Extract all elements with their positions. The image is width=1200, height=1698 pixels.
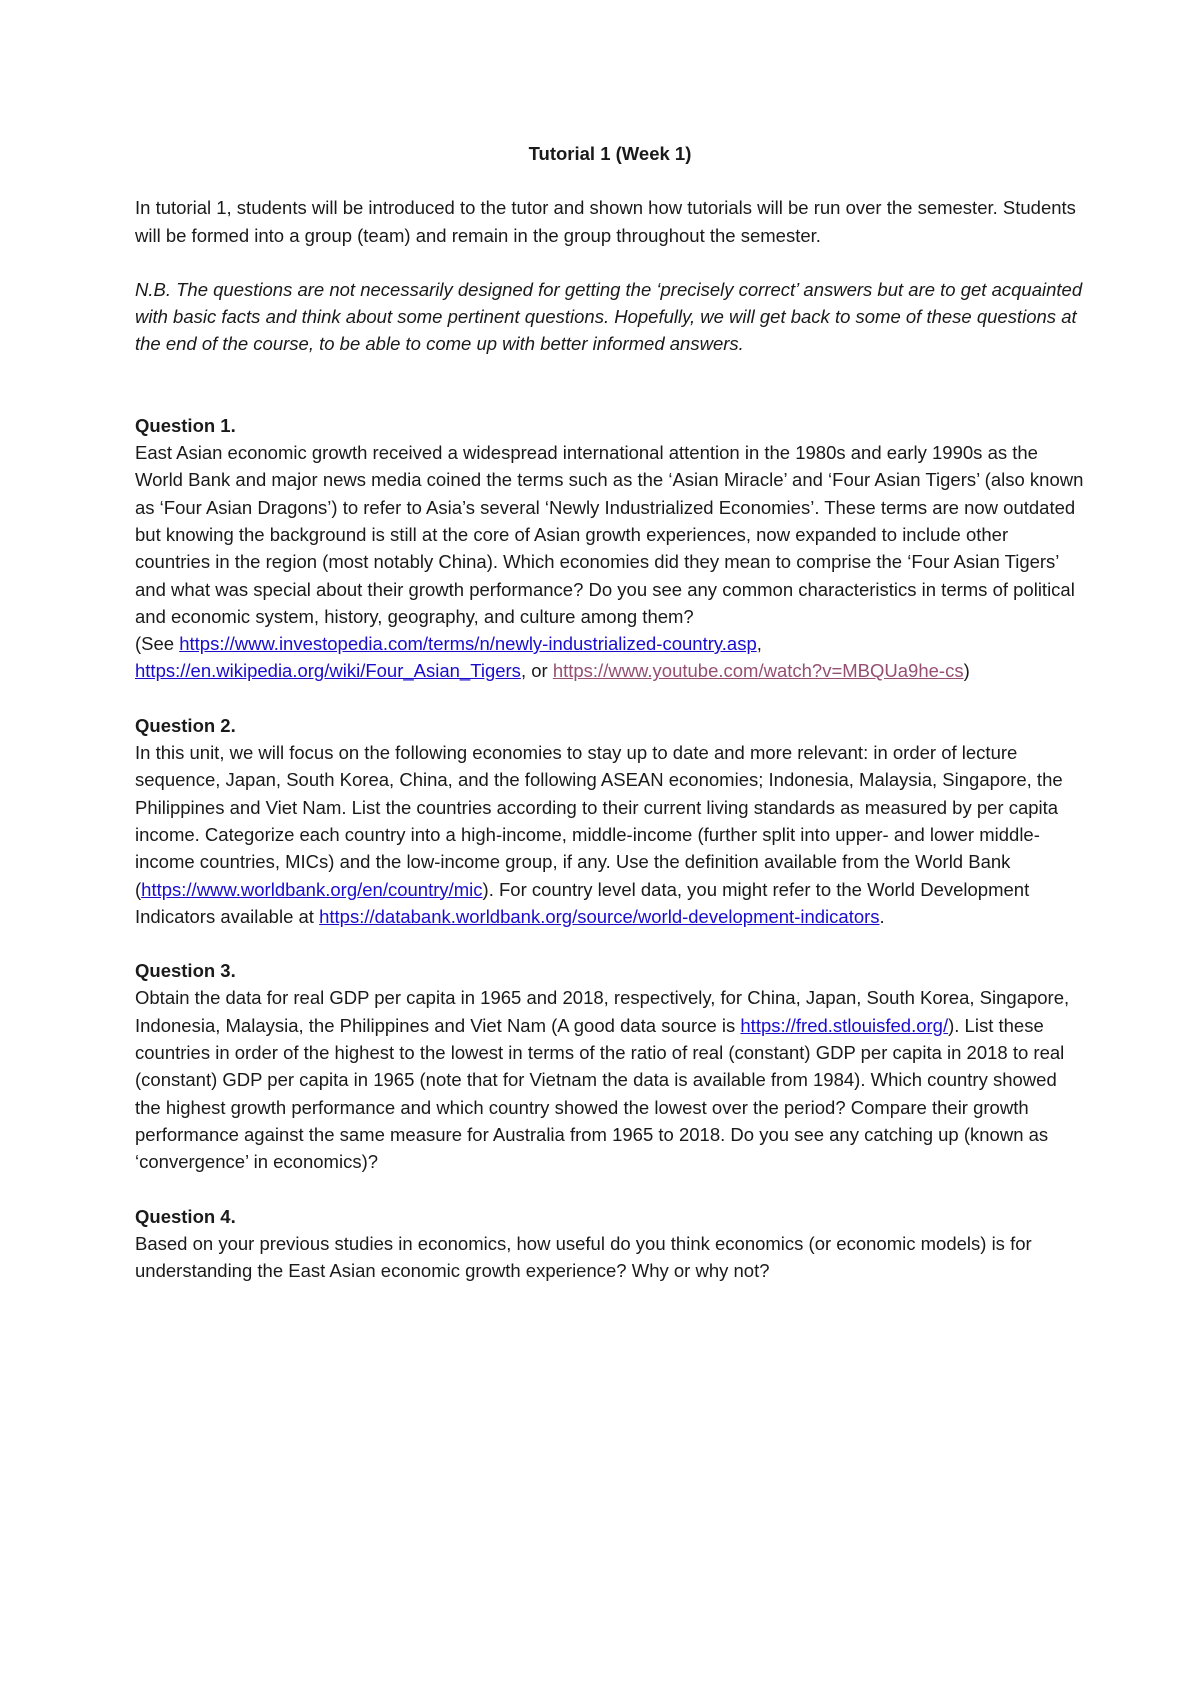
spacer [135,249,1085,276]
youtube-link[interactable]: https://www.youtube.com/watch?v=MBQUa9he-cs [552,660,964,682]
question-3-text-b: ). List these countries in order of the highest to the lowest in terms of the ratio of real (constant) GDP per capita in 2018 to real (constant) GDP per capita in 1965 (note that for Vietnam the data is available from 1984). Which country showed the highest growth performance and which country showed the lowest over the period? Compare their growth performance against the same measure for Australia from 1965 to 2018. Do you see any catching up (known as ‘convergence’ in economics)? [135,1014,1065,1173]
see-prefix: (See [135,633,180,655]
spacer [135,358,1085,412]
question-2-heading: Question 2. [135,714,236,736]
wdi-databank-link[interactable]: https://databank.worldbank.org/source/world-development-indicators [319,905,880,927]
document-page [135,140,1085,1284]
question-2-text-a: In this unit, we will focus on the following economies to stay up to date and more relevant: in order of lecture sequence, Japan, South Korea, China, and the following ASEAN economies; Indonesia, Malaysia, Singapore, the Philippines and Viet Nam. List the countries according to their current living standards as measured by per capita income. Categorize each country into a high-income, middle-income (further split into upper- and lower middle-income countries, MICs) and the low-income group, if any. Use the definition available from the World Bank ( [135,742,1063,900]
fred-link[interactable]: https://fred.stlouisfed.org/ [740,1014,949,1036]
question-3-heading: Question 3. [135,960,236,982]
question-3-text-a: Obtain the data for real GDP per capita in 1965 and 2018, respectively, for China, Japan, South Korea, Singapore, Indonesia, Malaysia, the Philippines and Viet Nam (A good data source is [135,987,1070,1036]
question-1-heading: Question 1. [135,414,236,436]
question-4-heading: Question 4. [135,1205,236,1227]
question-3-body [135,984,1085,1175]
spacer [135,930,1085,957]
spacer [135,1176,1085,1203]
question-2 [135,712,1085,930]
wikipedia-link[interactable]: https://en.wikipedia.org/wiki/Four_Asian_Tigers [135,660,521,682]
question-3 [135,957,1085,1175]
link-separator: , or [520,660,553,682]
page-title: Tutorial 1 (Week 1) [528,143,692,164]
question-1-links [135,630,1085,685]
question-4 [135,1203,1085,1285]
spacer [135,685,1085,712]
link-separator: , [756,633,762,655]
question-2-text-b: ). For country level data, you might refer to the World Development Indicators available at [135,878,1030,927]
question-1-body: East Asian economic growth received a widespread international attention in the 1980s and early 1990s as the World Bank and major news media coined the terms such as the ‘Asian Miracle’ and ‘Four Asian Tigers’ (also known as ‘Four Asian Dragons’) to refer to Asia’s several ‘Newly Industrialized Economies’. These terms are now outdated but knowing the background is still at the core of Asian growth experiences, now expanded to include other countries in the region (most notably China). Which economies did they mean to comprise the ‘Four Asian Tigers’ and what was special about their growth performance? Do you see any common characteristics in terms of political and economic system, history, geography, and culture among them? [135,442,1084,627]
investopedia-link[interactable]: https://www.investopedia.com/terms/n/newly-industrialized-country.asp [179,633,757,655]
question-1 [135,412,1085,685]
note-paragraph: N.B. The questions are not necessarily designed for getting the ‘precisely correct’ answers but are to get acquainted with basic facts and think about some pertinent questions. Hopefully, we will get back to some of these questions at the end of the course, to be able to come up with better informed answers. [135,278,1083,355]
see-suffix: ) [963,660,970,682]
question-4-body: Based on your previous studies in economics, how useful do you think economics (or economic models) is for understanding the East Asian economic growth experience? Why or why not? [135,1232,1032,1282]
intro-paragraph: In tutorial 1, students will be introduced to the tutor and shown how tutorials will be run over the semester. Students will be formed into a group (team) and remain in the group throughout the semester. [135,197,1076,246]
worldbank-mic-link[interactable]: https://www.worldbank.org/en/country/mic [141,878,483,900]
question-2-body [135,739,1085,930]
question-2-text-c: . [879,905,885,927]
